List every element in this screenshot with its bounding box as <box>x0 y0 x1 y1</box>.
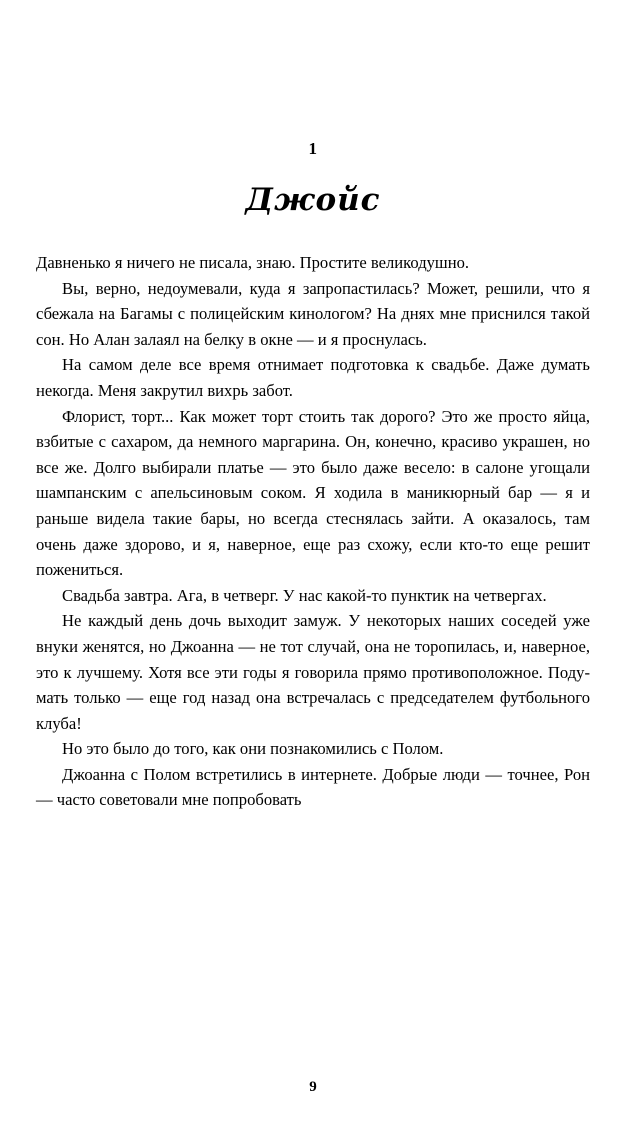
paragraph: Вы, верно, недоумевали, куда я запропастилась? Может, решили, что я сбежала на Багамы с полицейским кинологом? На днях мне приснился такой сон. Но Алан залаял на белку в окне — и я проснулась. <box>36 278 590 349</box>
page-number: 9 <box>309 1079 317 1095</box>
paragraph: Давненько я ничего не писала, знаю. Простите великодушно. <box>36 253 470 272</box>
paragraph: На самом деле все время отнимает подготовка к свадьбе. Даже думать некогда. Меня закрутил вихрь забот. <box>36 355 590 400</box>
paragraph: Не каждый день дочь выходит замуж. У некоторых наших соседей уже внуки женятся, но Джоанна — не тот случай, она не торопилась, и, наверное, это к лучшему. Хотя все эти годы я говорила прямо противоположное. Подумать только — еще год назад она встречалась с председателем футбольного клуба! <box>36 611 590 733</box>
chapter-number: 1 <box>308 139 318 158</box>
paragraph: Свадьба завтра. Ага, в четверг. У нас какой-то пунктик на четвергах. <box>62 585 547 605</box>
book-page <box>0 140 626 1140</box>
paragraph: Но это было до того, как они познакомились с Полом. <box>62 739 444 759</box>
chapter-title: Джойс <box>245 182 381 218</box>
body-text <box>36 250 590 813</box>
paragraph: Джоанна с Полом встретились в интернете. Добрые люди — точнее, Рон — часто советовали мне попробовать <box>36 764 590 810</box>
paragraph: Флорист, торт... Как может торт стоить так дорого? Это же просто яйца, взбитые с сахаром, да немного маргарина. Он, конечно, красиво украшен, но все же. Долго выбирали платье — это было даже весело: в салоне угощали шампанским с апельсиновым соком. Я ходила в маникюрный бар — я и раньше видела такие бары, но всегда стеснялась зайти. А оказалось, там очень даже здорово, и я, наверное, еще раз схожу, если кто-то еще решит пожениться. <box>36 406 590 580</box>
